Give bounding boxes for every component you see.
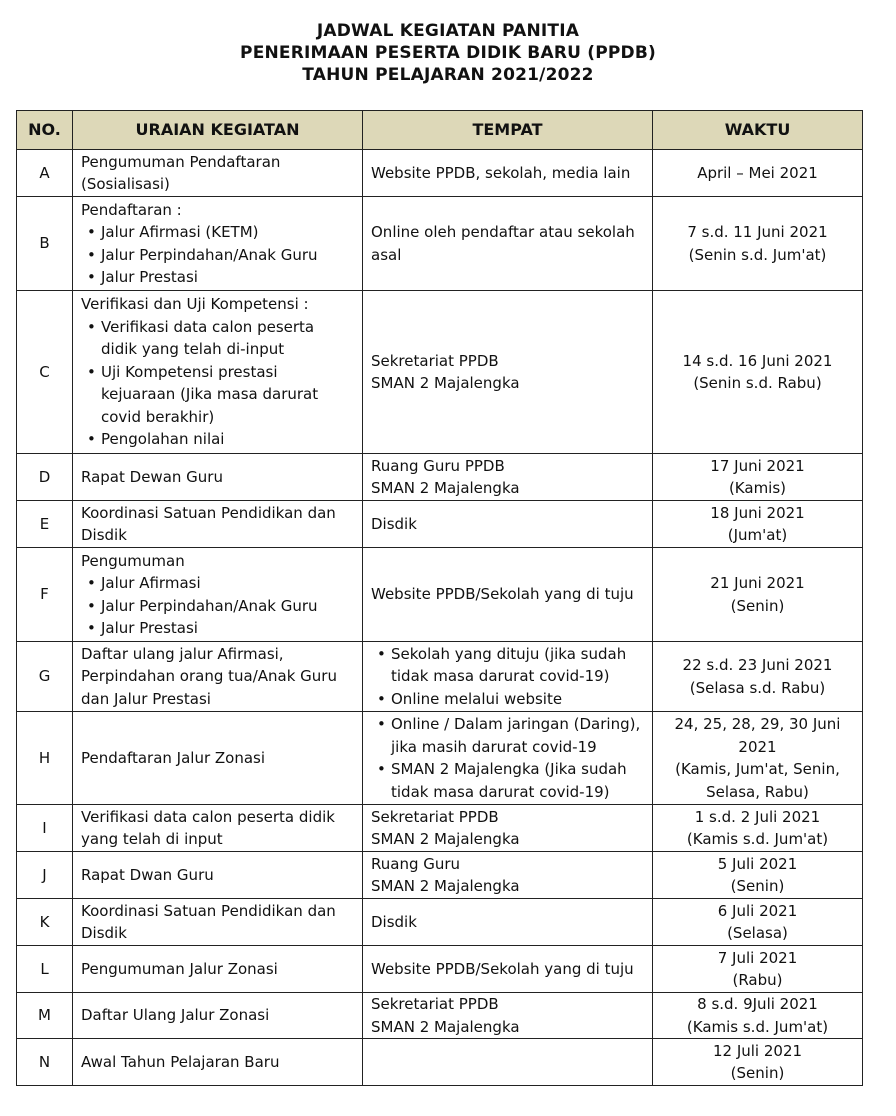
row-uraian-kegiatan	[73, 197, 363, 291]
waktu-line: 24, 25, 28, 29, 30 Juni 2021	[674, 715, 841, 756]
row-uraian-kegiatan	[73, 454, 363, 501]
table-row	[17, 548, 863, 642]
waktu-line: 22 s.d. 23 Juni 2021	[682, 656, 833, 674]
table-row	[17, 291, 863, 454]
waktu-line: (Senin s.d. Jum'at)	[688, 245, 827, 264]
waktu-line: 8 s.d. 9Juli 2021	[697, 995, 818, 1013]
row-waktu	[653, 899, 863, 946]
row-uraian-kegiatan	[73, 712, 363, 805]
row-tempat	[363, 1039, 653, 1086]
row-waktu	[653, 548, 863, 642]
row-uraian-kegiatan	[73, 852, 363, 899]
row-tempat	[363, 899, 653, 946]
uraian-text: Pendaftaran Jalur Zonasi	[81, 748, 266, 767]
row-waktu	[653, 805, 863, 852]
row-tempat	[363, 454, 653, 501]
row-waktu	[653, 150, 863, 197]
row-no: N	[17, 1039, 73, 1086]
table-row	[17, 150, 863, 197]
uraian-text: Verifikasi data calon peserta didik yang telah di input	[81, 807, 335, 848]
title-line-2: PENERIMAAN PESERTA DIDIK BARU (PPDB)	[240, 43, 656, 63]
row-no: M	[17, 993, 73, 1039]
waktu-line: (Kamis)	[728, 479, 787, 497]
tempat-bullet-item: • SMAN 2 Majalengka (Jika sudah tidak masa darurat covid-19)	[391, 758, 644, 803]
row-uraian-kegiatan	[73, 501, 363, 548]
row-uraian-kegiatan	[73, 993, 363, 1039]
table-row	[17, 454, 863, 501]
tempat-line: Disdik	[371, 514, 417, 533]
tempat-bullet-item: • Sekolah yang dituju (jika sudah tidak masa darurat covid-19)	[391, 643, 644, 688]
row-uraian-kegiatan	[73, 150, 363, 197]
waktu-line: (Kamis, Jum'at, Senin, Selasa, Rabu)	[675, 760, 840, 801]
waktu-line: 17 Juni 2021	[710, 456, 805, 475]
uraian-text: Daftar Ulang Jalur Zonasi	[81, 1006, 270, 1025]
waktu-line: 21 Juni 2021	[710, 574, 805, 592]
table-row	[17, 197, 863, 291]
schedule-body	[17, 150, 863, 1086]
table-row	[17, 993, 863, 1039]
uraian-bullet-list	[81, 316, 354, 451]
row-no: I	[17, 805, 73, 852]
table-row	[17, 805, 863, 852]
waktu-line: (Selasa s.d. Rabu)	[689, 678, 826, 697]
waktu-line: (Senin)	[730, 877, 785, 895]
row-waktu	[653, 501, 863, 548]
tempat-line: Disdik	[371, 912, 417, 931]
uraian-text: Pengumuman Pendaftaran (Sosialisasi)	[81, 152, 281, 193]
title-line-1: JADWAL KEGIATAN PANITIA	[316, 21, 580, 41]
row-no: B	[17, 197, 73, 291]
tempat-line: SMAN 2 Majalengka	[371, 877, 520, 895]
tempat-line: Ruang Guru	[371, 854, 461, 873]
header-no: NO.	[17, 111, 73, 150]
row-waktu	[653, 642, 863, 712]
tempat-line: Website PPDB/Sekolah yang di tuju	[371, 959, 634, 978]
row-tempat	[363, 291, 653, 454]
waktu-line: 5 Juli 2021	[717, 854, 798, 873]
row-no: E	[17, 501, 73, 548]
uraian-text: Verifikasi dan Uji Kompetensi :	[81, 295, 309, 314]
table-row	[17, 946, 863, 993]
table-row	[17, 852, 863, 899]
row-tempat	[363, 993, 653, 1039]
header-waktu: WAKTU	[653, 111, 863, 150]
row-no: C	[17, 291, 73, 454]
row-waktu	[653, 993, 863, 1039]
table-row	[17, 1039, 863, 1086]
tempat-line: Website PPDB, sekolah, media lain	[371, 163, 631, 182]
uraian-bullet-item: • Jalur Prestasi	[101, 617, 354, 640]
row-waktu	[653, 852, 863, 899]
row-tempat	[363, 852, 653, 899]
row-uraian-kegiatan	[73, 548, 363, 642]
row-uraian-kegiatan	[73, 805, 363, 852]
table-row	[17, 712, 863, 805]
tempat-line: SMAN 2 Majalengka	[371, 830, 520, 848]
table-row	[17, 899, 863, 946]
row-no: H	[17, 712, 73, 805]
uraian-text: Awal Tahun Pelajaran Baru	[81, 1052, 280, 1071]
uraian-text: Rapat Dewan Guru	[81, 467, 223, 486]
uraian-text: Rapat Dwan Guru	[81, 865, 214, 884]
uraian-bullet-item: • Jalur Afirmasi	[101, 572, 354, 595]
row-uraian-kegiatan	[73, 946, 363, 993]
tempat-bullet-list	[371, 643, 644, 711]
tempat-line: Sekretariat PPDB	[371, 351, 499, 370]
row-tempat	[363, 150, 653, 197]
tempat-line: Online oleh pendaftar atau sekolah asal	[371, 223, 635, 264]
tempat-line: Website PPDB/Sekolah yang di tuju	[371, 585, 634, 604]
row-no: G	[17, 642, 73, 712]
row-waktu	[653, 946, 863, 993]
row-tempat	[363, 501, 653, 548]
waktu-line: 14 s.d. 16 Juni 2021	[682, 351, 833, 370]
row-tempat	[363, 712, 653, 805]
waktu-line: 12 Juli 2021	[712, 1041, 803, 1060]
tempat-bullet-item: • Online / Dalam jaringan (Daring), jika masih darurat covid-19	[391, 713, 644, 758]
row-waktu	[653, 1039, 863, 1086]
tempat-line: SMAN 2 Majalengka	[371, 479, 520, 497]
header-uraian-kegiatan: URAIAN KEGIATAN	[73, 111, 363, 150]
tempat-line: Sekretariat PPDB	[371, 807, 499, 826]
waktu-line: 6 Juli 2021	[717, 901, 798, 920]
table-row	[17, 642, 863, 712]
tempat-bullet-list	[371, 713, 644, 803]
uraian-text: Koordinasi Satuan Pendidikan dan Disdik	[81, 901, 336, 942]
uraian-bullet-item: • Jalur Perpindahan/Anak Guru	[101, 595, 354, 618]
row-uraian-kegiatan	[73, 642, 363, 712]
tempat-line: SMAN 2 Majalengka	[371, 374, 520, 392]
tempat-line: SMAN 2 Majalengka	[371, 1017, 520, 1036]
row-no: J	[17, 852, 73, 899]
row-no: K	[17, 899, 73, 946]
waktu-line: 7 s.d. 11 Juni 2021	[687, 223, 828, 241]
row-waktu	[653, 712, 863, 805]
row-tempat	[363, 197, 653, 291]
waktu-line: 1 s.d. 2 Juli 2021	[694, 807, 821, 826]
uraian-bullet-item: • Jalur Afirmasi (KETM)	[101, 221, 354, 244]
uraian-bullet-list	[81, 572, 354, 640]
row-tempat	[363, 805, 653, 852]
waktu-line: (Selasa)	[727, 924, 788, 942]
uraian-bullet-item: • Verifikasi data calon peserta didik yang telah di-input	[101, 316, 354, 361]
uraian-text: Pengumuman	[81, 551, 185, 570]
table-header-row	[17, 111, 863, 150]
row-uraian-kegiatan	[73, 899, 363, 946]
waktu-line: (Jum'at)	[727, 526, 788, 544]
header-tempat: TEMPAT	[363, 111, 653, 150]
waktu-line: (Kamis s.d. Jum'at)	[686, 1017, 829, 1036]
uraian-text: Koordinasi Satuan Pendidikan dan Disdik	[81, 503, 336, 544]
uraian-bullet-list	[81, 221, 354, 289]
tempat-bullet-item: • Online melalui website	[391, 688, 644, 711]
waktu-line: (Senin)	[730, 596, 785, 615]
uraian-text: Daftar ulang jalur Afirmasi, Perpindahan orang tua/Anak Guru dan Jalur Prestasi	[81, 644, 337, 708]
row-no: L	[17, 946, 73, 993]
row-waktu	[653, 454, 863, 501]
uraian-bullet-item: • Jalur Perpindahan/Anak Guru	[101, 244, 354, 267]
uraian-bullet-item: • Pengolahan nilai	[101, 428, 354, 451]
uraian-bullet-item: • Uji Kompetensi prestasi kejuaraan (Jika masa darurat covid berakhir)	[101, 361, 354, 429]
waktu-line: (Kamis s.d. Jum'at)	[686, 830, 829, 848]
tempat-line: Sekretariat PPDB	[371, 995, 499, 1013]
row-tempat	[363, 642, 653, 712]
row-no: A	[17, 150, 73, 197]
waktu-line: (Senin s.d. Rabu)	[693, 374, 822, 392]
waktu-line: 18 Juni 2021	[710, 503, 805, 522]
tempat-line: Ruang Guru PPDB	[371, 456, 505, 475]
row-tempat	[363, 946, 653, 993]
uraian-text: Pendaftaran :	[81, 200, 182, 219]
row-uraian-kegiatan	[73, 1039, 363, 1086]
document-title	[0, 0, 896, 86]
row-no: F	[17, 548, 73, 642]
uraian-bullet-item: • Jalur Prestasi	[101, 266, 354, 289]
table-row	[17, 501, 863, 548]
waktu-line: (Rabu)	[732, 971, 783, 989]
row-waktu	[653, 197, 863, 291]
title-line-3: TAHUN PELAJARAN 2021/2022	[302, 65, 594, 85]
schedule-table	[16, 110, 863, 1086]
row-waktu	[653, 291, 863, 454]
row-uraian-kegiatan	[73, 291, 363, 454]
row-tempat	[363, 548, 653, 642]
waktu-line: April – Mei 2021	[697, 163, 818, 182]
waktu-line: 7 Juli 2021	[717, 948, 798, 967]
uraian-text: Pengumuman Jalur Zonasi	[81, 959, 278, 978]
waktu-line: (Senin)	[730, 1064, 785, 1082]
row-no: D	[17, 454, 73, 501]
